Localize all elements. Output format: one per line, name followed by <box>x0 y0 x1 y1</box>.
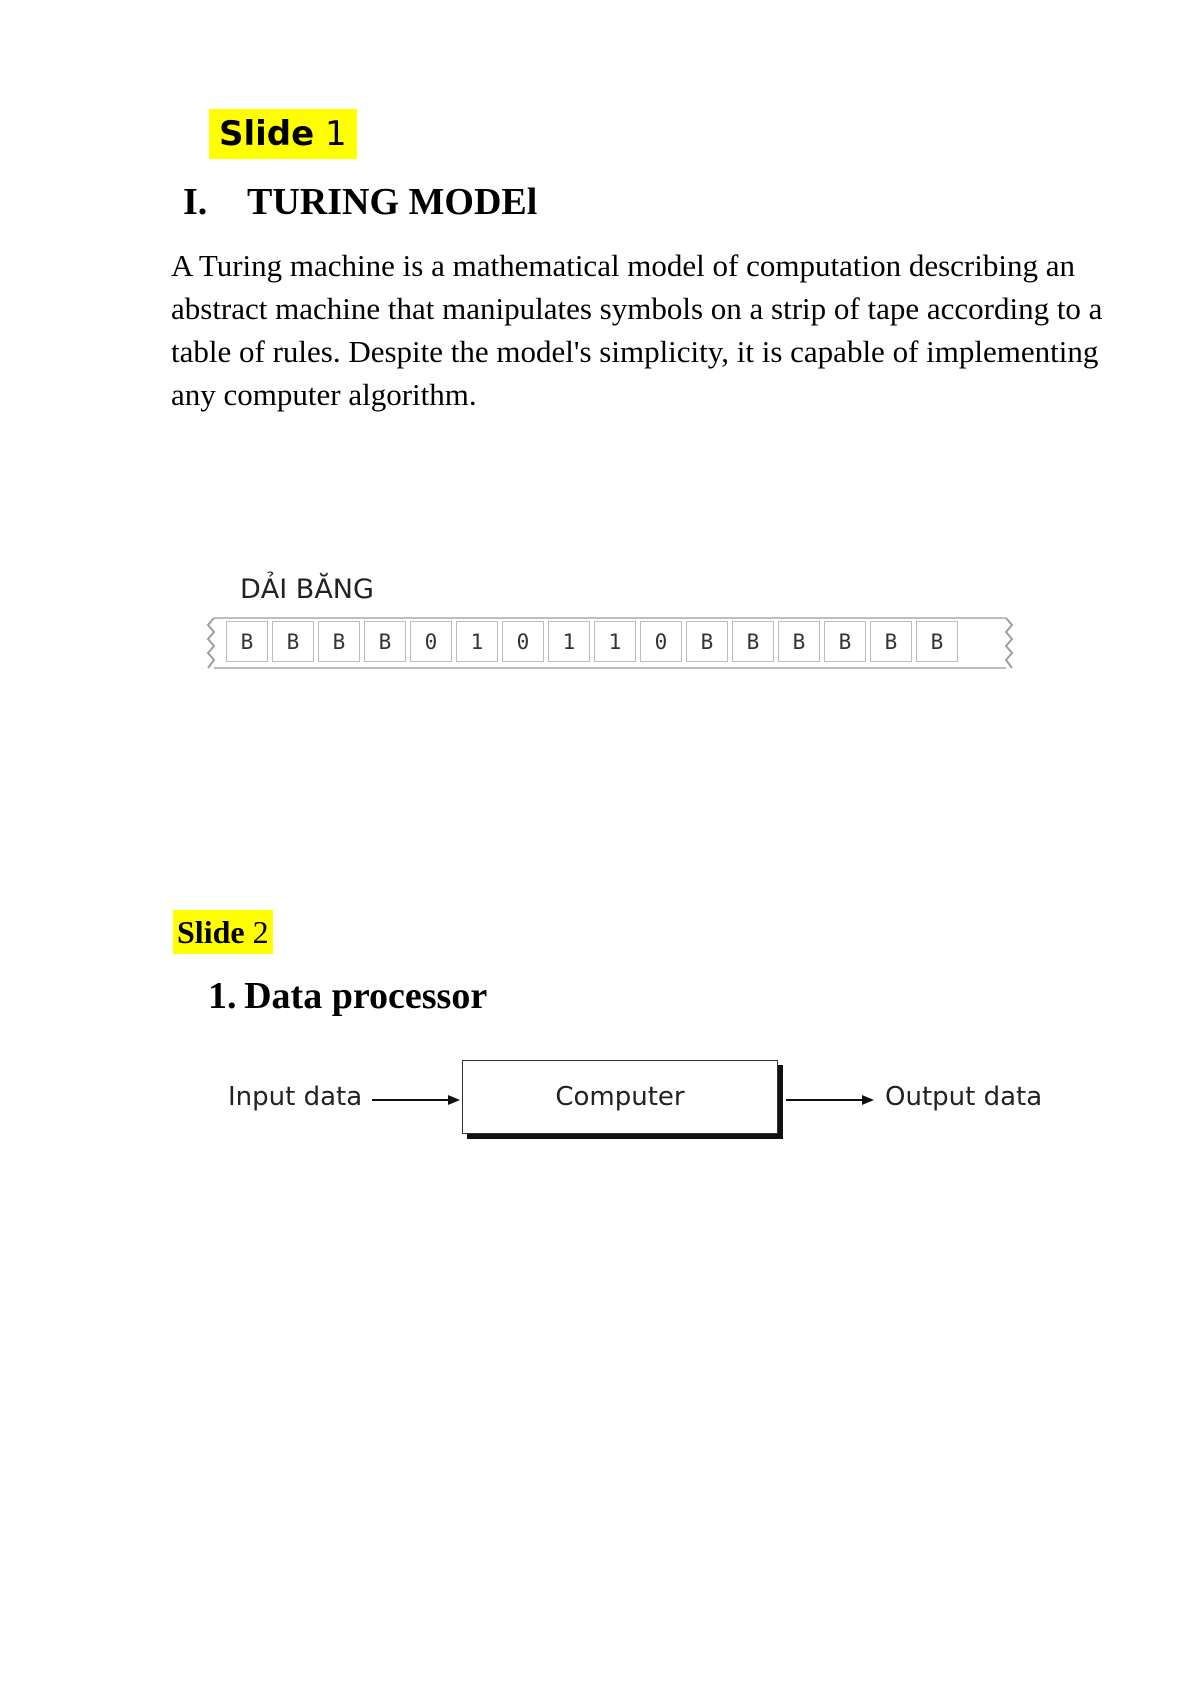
turing-paragraph: A Turing machine is a mathematical model of computation describing an abstract machine that manipulates symbols on a strip of tape according to a table of rules. Despite the model's simplicity, it is capable of implementing any computer algorithm. <box>171 248 1103 412</box>
section-heading-number: I. <box>183 181 208 223</box>
tape-cell: B <box>824 621 866 662</box>
tape-cell: B <box>686 621 728 662</box>
tape-cell: 1 <box>456 621 498 662</box>
tape-cell: 0 <box>410 621 452 662</box>
tape-cell: 0 <box>640 621 682 662</box>
slide-1-label-number: 1 <box>314 114 347 154</box>
turing-tape-diagram <box>200 573 1020 673</box>
data-processor-heading: 1. Data processor <box>208 975 488 1017</box>
tape-cell: B <box>272 621 314 662</box>
section-heading-text: TURING MODEl <box>247 181 538 223</box>
computer-box: Computer <box>462 1060 778 1134</box>
tape-cell: B <box>870 621 912 662</box>
tape-cell: B <box>318 621 360 662</box>
input-data-label: Input data <box>228 1082 363 1112</box>
data-processor-diagram <box>220 1058 1080 1148</box>
tape-cell: 1 <box>594 621 636 662</box>
tape-strip <box>200 613 1020 673</box>
slide-1-label-word: Slide <box>219 114 315 154</box>
tape-title: DẢI BĂNG <box>240 574 374 605</box>
slide-1-label <box>209 109 357 159</box>
tape-cell: B <box>364 621 406 662</box>
slide-2-label-number: 2 <box>244 914 269 950</box>
tape-cell: B <box>916 621 958 662</box>
section-heading-turing-model <box>183 177 537 227</box>
tape-cells <box>226 621 962 662</box>
tape-cell: B <box>732 621 774 662</box>
tape-cell: 0 <box>502 621 544 662</box>
output-data-label: Output data <box>885 1082 1043 1112</box>
tape-cell: B <box>226 621 268 662</box>
slide-2-label-word: Slide <box>177 914 245 950</box>
tape-cell: B <box>778 621 820 662</box>
slide-2-label <box>173 910 273 954</box>
tape-cell: 1 <box>548 621 590 662</box>
